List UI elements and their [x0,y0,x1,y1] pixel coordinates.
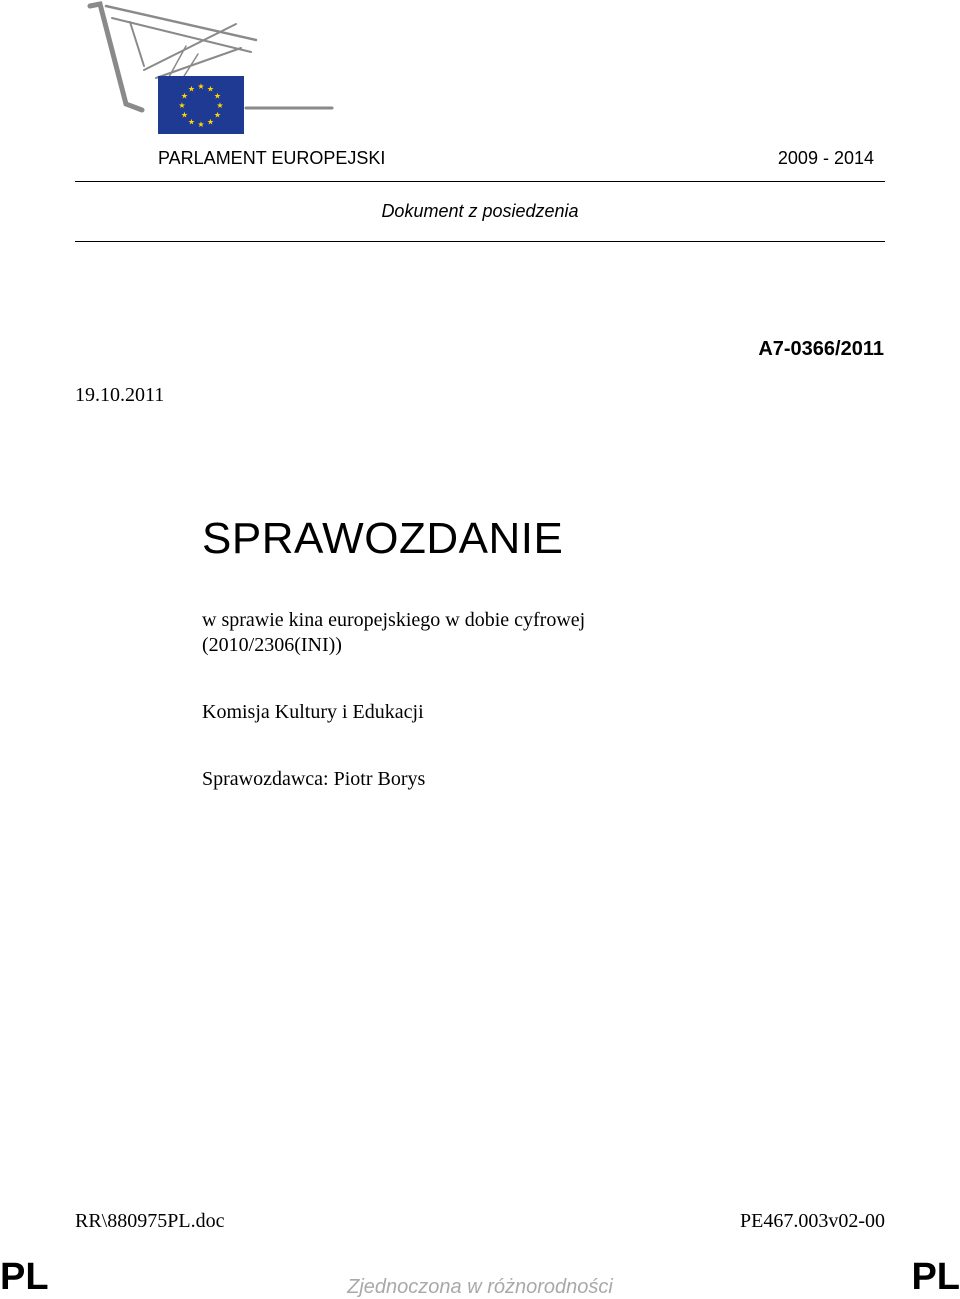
committee-name: Komisja Kultury i Edukacji [202,701,424,723]
header-divider-top [75,181,885,182]
flag-star-icon: ★ [206,84,215,94]
eu-motto: Zjednoczona w różnorodności [347,1276,613,1298]
european-parliament-logo [86,0,336,136]
language-code-left: PL [0,1256,49,1298]
flag-star-icon: ★ [213,91,222,101]
procedure-reference: (2010/2306(INI)) [202,634,342,656]
institution-name: PARLAMENT EUROPEJSKI [158,148,386,168]
file-reference: RR\880975PL.doc [75,1210,225,1232]
language-code-right: PL [911,1256,960,1298]
parliamentary-term: 2009 - 2014 [777,148,874,168]
report-subject: w sprawie kina europejskiego w dobie cyfrowej [202,609,586,631]
flag-star-icon: ★ [206,117,215,127]
flag-star-icon: ★ [197,120,205,129]
flag-star-icon: ★ [216,101,224,110]
flag-star-icon: ★ [187,117,196,127]
flag-star-icon: ★ [180,110,189,120]
rapporteur: Sprawozdawca: Piotr Borys [202,768,426,790]
flag-star-icon: ★ [178,101,186,110]
eu-flag [158,76,244,134]
header-divider-bottom [75,241,885,242]
document-number: A7-0366/2011 [758,338,884,360]
flag-star-icon: ★ [187,84,196,94]
document-date: 19.10.2011 [75,384,165,406]
flag-star-icon: ★ [213,110,222,120]
pe-reference: PE467.003v02-00 [740,1210,885,1232]
flag-star-icon: ★ [197,82,205,91]
report-title: SPRAWOZDANIE [202,514,564,563]
document-type: Dokument z posiedzenia [381,201,579,221]
flag-star-icon: ★ [180,91,189,101]
